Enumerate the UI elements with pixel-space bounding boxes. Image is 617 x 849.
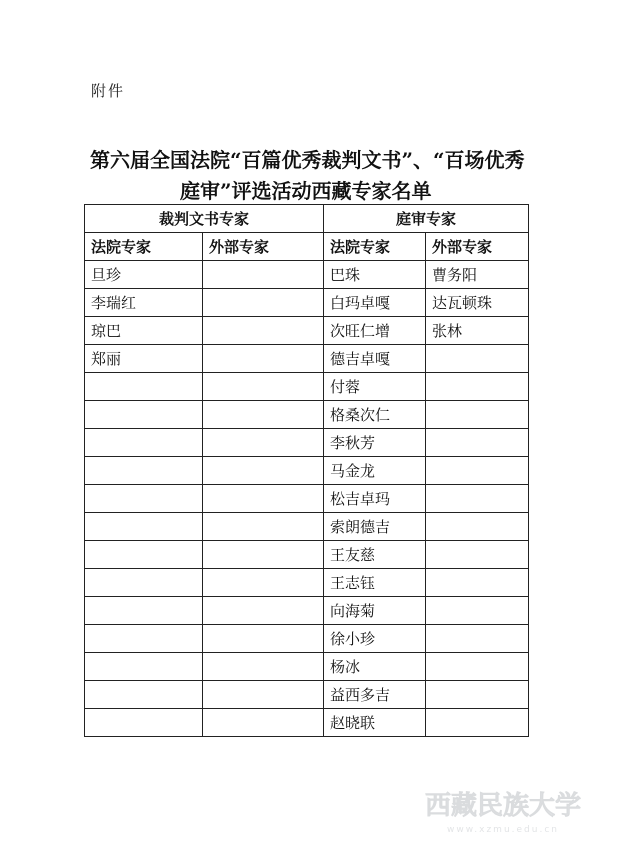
table-cell xyxy=(203,541,324,569)
table-cell: 次旺仁增 xyxy=(324,317,426,345)
table-cell: 旦珍 xyxy=(85,261,203,289)
table-cell xyxy=(203,625,324,653)
table-row xyxy=(85,485,529,513)
group-header-judgment-documents: 裁判文书专家 xyxy=(85,205,324,233)
table-cell xyxy=(85,485,203,513)
table-cell: 索朗德吉 xyxy=(324,513,426,541)
table-row xyxy=(85,513,529,541)
table-cell xyxy=(426,681,529,709)
table-cell xyxy=(426,345,529,373)
table-cell: 松吉卓玛 xyxy=(324,485,426,513)
table-cell xyxy=(85,429,203,457)
table-cell xyxy=(426,625,529,653)
table-cell: 王志钰 xyxy=(324,569,426,597)
table-cell xyxy=(85,625,203,653)
sub-header-external-experts-trials: 外部专家 xyxy=(426,233,529,261)
table-cell xyxy=(426,457,529,485)
expert-list-table xyxy=(84,204,528,737)
table-row xyxy=(85,457,529,485)
table-row xyxy=(85,261,529,289)
table-cell: 达瓦顿珠 xyxy=(426,289,529,317)
table-cell: 向海菊 xyxy=(324,597,426,625)
table-cell xyxy=(203,401,324,429)
table-row xyxy=(85,569,529,597)
table-row xyxy=(85,597,529,625)
table-cell xyxy=(85,457,203,485)
table-cell xyxy=(426,569,529,597)
table-cell xyxy=(203,597,324,625)
table-cell xyxy=(203,569,324,597)
table-cell: 李秋芳 xyxy=(324,429,426,457)
table-cell xyxy=(85,709,203,737)
table-row xyxy=(85,653,529,681)
document-title-line-2: 庭审”评选活动西藏专家名单 xyxy=(180,179,432,203)
table-row xyxy=(85,373,529,401)
table-cell xyxy=(426,653,529,681)
table-cell xyxy=(203,709,324,737)
group-header-trials: 庭审专家 xyxy=(324,205,529,233)
table-cell xyxy=(85,541,203,569)
sub-header-row xyxy=(85,233,529,261)
table-cell: 白玛卓嘎 xyxy=(324,289,426,317)
table-cell xyxy=(203,317,324,345)
table-cell: 格桑次仁 xyxy=(324,401,426,429)
table-cell: 巴珠 xyxy=(324,261,426,289)
table-cell: 王友慈 xyxy=(324,541,426,569)
table-cell: 付蓉 xyxy=(324,373,426,401)
table-cell xyxy=(203,373,324,401)
table-row xyxy=(85,709,529,737)
sub-header-external-experts-documents: 外部专家 xyxy=(203,233,324,261)
table-cell xyxy=(426,485,529,513)
table-cell: 张林 xyxy=(426,317,529,345)
table-cell xyxy=(426,373,529,401)
table-cell xyxy=(203,457,324,485)
university-watermark-logo xyxy=(403,786,603,838)
table-cell: 益西多吉 xyxy=(324,681,426,709)
table-cell xyxy=(426,513,529,541)
table-cell xyxy=(203,261,324,289)
table-cell xyxy=(426,401,529,429)
table-row xyxy=(85,345,529,373)
table-cell: 曹务阳 xyxy=(426,261,529,289)
table-row xyxy=(85,541,529,569)
table-cell xyxy=(85,513,203,541)
table-cell xyxy=(203,681,324,709)
table-row xyxy=(85,429,529,457)
table-cell xyxy=(426,541,529,569)
table-cell: 李瑞红 xyxy=(85,289,203,317)
document-title-line-1: 第六届全国法院“百篇优秀裁判文书”、“百场优秀 xyxy=(90,148,525,172)
table-row xyxy=(85,401,529,429)
table-cell xyxy=(426,709,529,737)
table-row xyxy=(85,625,529,653)
table-row xyxy=(85,289,529,317)
sub-header-court-experts-documents: 法院专家 xyxy=(85,233,203,261)
table-cell xyxy=(85,597,203,625)
table-cell xyxy=(85,373,203,401)
table-row xyxy=(85,317,529,345)
table-cell: 赵晓联 xyxy=(324,709,426,737)
table-cell: 琼巴 xyxy=(85,317,203,345)
table-cell: 杨冰 xyxy=(324,653,426,681)
table-cell xyxy=(203,653,324,681)
table-cell: 徐小珍 xyxy=(324,625,426,653)
table-cell xyxy=(426,597,529,625)
table-cell xyxy=(85,653,203,681)
group-header-row xyxy=(85,205,529,233)
table-cell: 德吉卓嘎 xyxy=(324,345,426,373)
sub-header-court-experts-trials: 法院专家 xyxy=(324,233,426,261)
svg-text:www.xzmu.edu.cn: www.xzmu.edu.cn xyxy=(447,825,559,835)
table-cell xyxy=(85,681,203,709)
table-cell xyxy=(85,401,203,429)
table-cell: 郑丽 xyxy=(85,345,203,373)
table-cell xyxy=(426,429,529,457)
table-cell xyxy=(85,569,203,597)
table-cell xyxy=(203,485,324,513)
table-cell: 马金龙 xyxy=(324,457,426,485)
table-cell xyxy=(203,345,324,373)
table-body xyxy=(85,261,529,737)
table-cell xyxy=(203,429,324,457)
svg-text:西藏民族大学: 西藏民族大学 xyxy=(424,791,582,821)
table-cell xyxy=(203,513,324,541)
table-row xyxy=(85,681,529,709)
table-cell xyxy=(203,289,324,317)
attachment-label: 附件 xyxy=(91,82,126,100)
